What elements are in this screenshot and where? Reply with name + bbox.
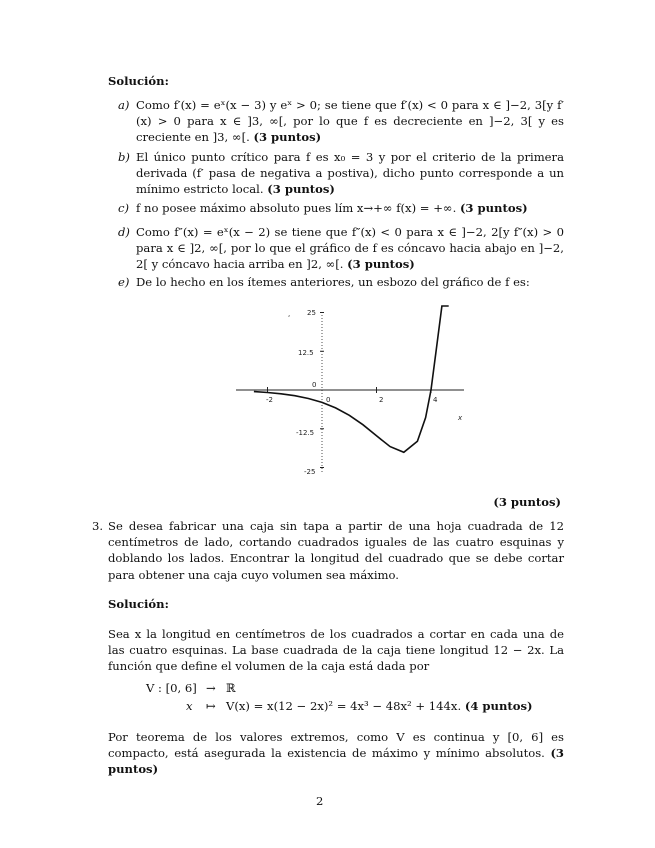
item-points: (3 puntos) <box>347 257 415 272</box>
item-text: Como f″(x) = eˣ(x − 2) se tiene que f″(x) < 0 para x ∈ ]−2, 2[y f″(x) > 0 para x ∈ ]2, ∞[, por lo que el gráfico de f es cóncavo hacia abajo en ]−2, 2[ y cóncavo hacia arriba en ]2, ∞[. <box>136 225 564 272</box>
item-points: (3 puntos) <box>253 130 322 145</box>
item-text: f no posee máximo absoluto pues lím x→+∞ f(x) = +∞. <box>136 201 457 215</box>
function-curve <box>254 306 449 452</box>
item-points: (3 puntos) <box>459 201 528 215</box>
item-text: Como f′(x) = eˣ(x − 3) y eˣ > 0; se tiene que f′(x) < 0 para x ∈ ]−2, 3[y f′(x) > 0 para x ∈ ]3, ∞[, por lo que f es decreciente en ]−2, 3[ y es creciente en ]3, ∞[. <box>136 98 564 145</box>
problem-statement: Se desea fabricar una caja sin tapa a partir de una hoja cuadrada de 12 centímetros de lado, cortando cuadrados iguales de las cuatro esquinas y doblando los lados. Encontrar la longitud del cuadrado que se debe cortar para obtener una caja cuyo volumen sea máximo. <box>108 519 564 582</box>
solution-item-c <box>118 200 564 216</box>
function-definition <box>146 680 566 716</box>
solution-paragraph-2 <box>108 729 564 778</box>
y-tick-label-0: 0 <box>312 381 317 389</box>
problem-number: 3. <box>92 519 104 533</box>
paragraph-2-points: (3 puntos) <box>108 746 564 777</box>
item-text: De lo hecho en los ítemes anteriores, un esbozo del gráfico de f es: <box>136 275 530 289</box>
points-after-graph: (3 puntos) <box>493 495 561 509</box>
function-variable: x <box>186 699 193 713</box>
problem-3 <box>92 518 564 583</box>
page-number: 2 <box>316 794 324 808</box>
solution-item-e <box>118 274 564 290</box>
x-axis-label: x <box>458 414 463 422</box>
item-label: a) <box>118 98 130 112</box>
solution-paragraph-1: Sea x la longitud en centímetros de los cuadrados a cortar en cada una de las cuatro esquinas. La base cuadrada de la caja tiene longitud 12 − 2x. La función que define el volumen de la caja está dada por <box>108 627 564 674</box>
item-label: e) <box>118 275 130 289</box>
solution-heading-2: Solución: <box>108 597 169 611</box>
y-tick-label-neg-25: -25 <box>304 468 316 476</box>
x-tick-label-2: 2 <box>379 396 384 404</box>
y-tick-label-25: 25 <box>307 309 316 317</box>
stray-comma-mark: , <box>288 310 291 318</box>
solution-item-b <box>118 149 564 198</box>
item-label: d) <box>118 225 130 239</box>
maps-to-arrow: ↦ <box>206 699 216 713</box>
function-formula: V(x) = x(12 − 2x)² = 4x³ − 48x² + 144x. <box>226 699 462 713</box>
solution-heading: Solución: <box>108 74 169 88</box>
x-tick-label-0: 0 <box>326 396 331 404</box>
function-domain: V : [0, 6] <box>146 681 197 695</box>
function-codomain: ℝ <box>226 681 236 695</box>
item-label: b) <box>118 150 130 164</box>
item-points: (3 puntos) <box>267 182 335 197</box>
solution-item-d <box>118 224 564 273</box>
solution-item-a <box>118 97 564 146</box>
paragraph-2-text: Por teorema de los valores extremos, como V es continua y [0, 6] es compacto, está asegurada la existencia de máximo y mínimo absolutos. <box>108 730 564 761</box>
x-tick-label-neg-2: -2 <box>266 396 273 404</box>
item-text: El único punto crítico para f es x₀ = 3 y por el criterio de la primera derivada (f′ pasa de negativa a postiva), dicho punto corresponde a un mínimo estricto local. <box>136 150 564 197</box>
y-tick-label-neg-12-5: -12.5 <box>296 429 315 437</box>
x-tick-label-4: 4 <box>433 396 438 404</box>
function-arrow: → <box>206 681 216 695</box>
function-graph <box>230 302 470 484</box>
function-points: (4 puntos) <box>464 699 533 713</box>
y-tick-label-12-5: 12.5 <box>298 349 314 357</box>
item-label: c) <box>118 201 130 215</box>
